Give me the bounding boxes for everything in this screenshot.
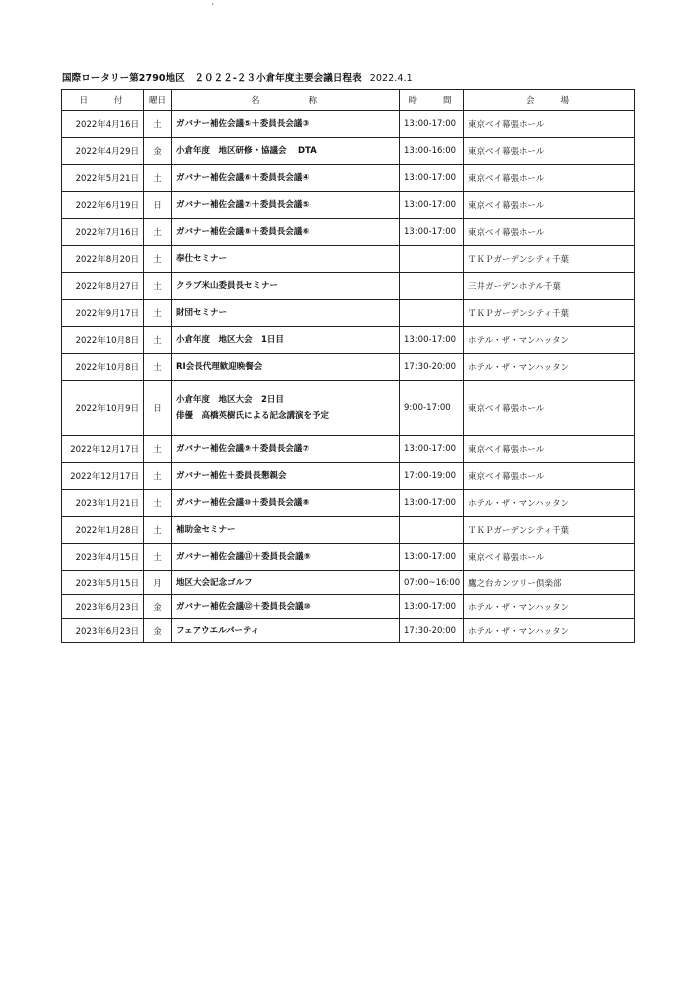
row-time: 13:00-17:00 (400, 327, 464, 354)
issue-date: 2022.4.1 (369, 73, 413, 84)
row-weekday: 月 (144, 571, 172, 595)
row-time: 17:30-20:00 (400, 354, 464, 381)
table-row (62, 246, 635, 273)
row-venue: 東京ベイ幕張ホール (464, 544, 635, 571)
row-venue: ホテル・ザ・マンハッタン (464, 327, 635, 354)
row-time: 13:00-17:00 (400, 595, 464, 619)
row-weekday: 土 (144, 436, 172, 463)
row-weekday: 金 (144, 595, 172, 619)
row-event-name (172, 517, 400, 544)
row-time: 13:00-17:00 (400, 192, 464, 219)
row-time: 13:00-17:00 (400, 490, 464, 517)
event-name-line: フェアウエルパーティ (176, 625, 260, 636)
table-row (62, 490, 635, 517)
row-time (400, 517, 464, 544)
column-header-date: 日 付 (62, 90, 144, 111)
row-weekday: 土 (144, 490, 172, 517)
event-name-line: ガバナー補佐会議⑥＋委員長会議④ (176, 173, 310, 183)
row-venue: ホテル・ザ・マンハッタン (464, 619, 635, 643)
row-time: 9:00-17:00 (400, 381, 464, 436)
row-date: 2023年6月23日 (62, 595, 144, 619)
row-event-name (172, 463, 400, 490)
row-weekday: 日 (144, 381, 172, 436)
stray-mark: ` (211, 3, 215, 12)
row-weekday: 土 (144, 165, 172, 192)
row-event-name (172, 490, 400, 517)
row-time: 13:00-17:00 (400, 544, 464, 571)
row-date: 2022年6月19日 (62, 192, 144, 219)
row-venue: ホテル・ザ・マンハッタン (464, 490, 635, 517)
table-row (62, 165, 635, 192)
row-date: 2022年4月29日 (62, 138, 144, 165)
event-name-line: ガバナー補佐＋委員長懇親会 (176, 471, 287, 481)
row-time: 17:30-20:00 (400, 619, 464, 643)
row-venue: 東京ベイ幕張ホール (464, 219, 635, 246)
row-event-name (172, 595, 400, 619)
table-row (62, 192, 635, 219)
row-date: 2022年7月16日 (62, 219, 144, 246)
row-date: 2022年5月21日 (62, 165, 144, 192)
row-weekday: 土 (144, 273, 172, 300)
table-row (62, 354, 635, 381)
row-event-name (172, 381, 400, 436)
table-row (62, 219, 635, 246)
table-row (62, 300, 635, 327)
row-weekday: 土 (144, 463, 172, 490)
row-event-name (172, 619, 400, 643)
table-row (62, 544, 635, 571)
row-weekday: 土 (144, 354, 172, 381)
schedule-table (61, 89, 635, 643)
row-event-name (172, 327, 400, 354)
row-venue: ＴＫＰガーデンシティ千葉 (464, 300, 635, 327)
row-event-name (172, 111, 400, 138)
table-row (62, 138, 635, 165)
row-date: 2022年10月8日 (62, 354, 144, 381)
row-venue: 東京ベイ幕張ホール (464, 192, 635, 219)
row-time (400, 300, 464, 327)
event-name-line: ガバナー補佐会議⑫＋委員長会議⑩ (176, 601, 311, 612)
row-weekday: 土 (144, 300, 172, 327)
row-weekday: 土 (144, 246, 172, 273)
row-time: 13:00-17:00 (400, 436, 464, 463)
event-name-line: 小倉年度 地区大会 2日目 (176, 395, 284, 405)
row-date: 2023年6月23日 (62, 619, 144, 643)
event-name-line: 地区大会記念ゴルフ (176, 577, 253, 588)
row-event-name (172, 138, 400, 165)
row-event-name (172, 165, 400, 192)
row-weekday: 金 (144, 138, 172, 165)
event-name-line: 俳優 高橋英樹氏による記念講演を予定 (176, 411, 330, 421)
row-date: 2023年1月21日 (62, 490, 144, 517)
row-weekday: 土 (144, 219, 172, 246)
column-header-name: 名 称 (172, 90, 400, 111)
row-date: 2022年9月17日 (62, 300, 144, 327)
row-venue: 三井ガーデンホテル千葉 (464, 273, 635, 300)
table-row (62, 517, 635, 544)
row-venue: 鷹之台カンツリー倶楽部 (464, 571, 635, 595)
row-event-name (172, 436, 400, 463)
row-weekday: 土 (144, 327, 172, 354)
header-row (62, 90, 635, 111)
column-header-venue: 会 場 (464, 90, 635, 111)
row-event-name (172, 544, 400, 571)
row-event-name (172, 571, 400, 595)
event-name-line: 奉仕セミナー (176, 254, 228, 264)
row-time: 07:00~16:00 (400, 571, 464, 595)
event-name-line: RI会長代理歓迎晩餐会 (176, 362, 263, 372)
row-date: 2022年4月16日 (62, 111, 144, 138)
row-event-name (172, 246, 400, 273)
row-time: 13:00-17:00 (400, 165, 464, 192)
row-date: 2022年10月8日 (62, 327, 144, 354)
row-event-name (172, 300, 400, 327)
row-venue: 東京ベイ幕張ホール (464, 138, 635, 165)
row-weekday: 土 (144, 517, 172, 544)
table-row (62, 463, 635, 490)
event-name-line: 補助金セミナー (176, 525, 236, 535)
row-weekday: 金 (144, 619, 172, 643)
row-event-name (172, 219, 400, 246)
row-date: 2023年4月15日 (62, 544, 144, 571)
row-venue: ＴＫＰガーデンシティ千葉 (464, 246, 635, 273)
event-name-line: ガバナー補佐会議⑦＋委員長会議⑤ (176, 200, 310, 210)
event-name-line: ガバナー補佐会議⑤＋委員長会議③ (176, 119, 310, 129)
row-time (400, 246, 464, 273)
row-date: 2022年12月17日 (62, 436, 144, 463)
row-date: 2022年8月20日 (62, 246, 144, 273)
table-row (62, 273, 635, 300)
row-date: 2022年12月17日 (62, 463, 144, 490)
row-venue: 東京ベイ幕張ホール (464, 111, 635, 138)
row-date: 2023年5月15日 (62, 571, 144, 595)
column-header-time: 時 間 (400, 90, 464, 111)
table-row (62, 381, 635, 436)
table-row (62, 619, 635, 643)
event-name-line: 小倉年度 地区大会 1日目 (176, 335, 284, 345)
row-venue: ホテル・ザ・マンハッタン (464, 354, 635, 381)
event-name-line: ガバナー補佐会議⑨＋委員長会議⑦ (176, 444, 310, 454)
event-name-line: クラブ米山委員長セミナー (176, 281, 279, 291)
row-time: 13:00-16:00 (400, 138, 464, 165)
row-venue: ＴＫＰガーデンシティ千葉 (464, 517, 635, 544)
event-name-line: 小倉年度 地区研修・協議会 DTA (176, 146, 317, 156)
title-text: 国際ロータリー第2790地区 ２０２２-２３小倉年度主要会議日程表 (62, 73, 362, 84)
row-event-name (172, 354, 400, 381)
row-time: 13:00-17:00 (400, 111, 464, 138)
row-event-name (172, 192, 400, 219)
row-venue: 東京ベイ幕張ホール (464, 436, 635, 463)
row-event-name (172, 273, 400, 300)
table-row (62, 595, 635, 619)
row-time: 13:00-17:00 (400, 219, 464, 246)
event-name-line: ガバナー補佐会議⑩＋委員長会議⑧ (176, 498, 310, 508)
row-venue: ホテル・ザ・マンハッタン (464, 595, 635, 619)
row-date: 2022年1月28日 (62, 517, 144, 544)
row-time: 17:00-19:00 (400, 463, 464, 490)
event-name-line: 財団セミナー (176, 308, 228, 318)
table-row (62, 111, 635, 138)
row-weekday: 土 (144, 111, 172, 138)
event-name-line: ガバナー補佐会議⑪＋委員長会議⑨ (176, 552, 311, 562)
row-weekday: 土 (144, 544, 172, 571)
table-row (62, 436, 635, 463)
row-venue: 東京ベイ幕張ホール (464, 381, 635, 436)
event-name-line: ガバナー補佐会議⑧＋委員長会議⑥ (176, 227, 310, 237)
row-weekday: 日 (144, 192, 172, 219)
table-row (62, 327, 635, 354)
table-row (62, 571, 635, 595)
row-date: 2022年8月27日 (62, 273, 144, 300)
row-time (400, 273, 464, 300)
document-title (62, 70, 413, 84)
row-venue: 東京ベイ幕張ホール (464, 463, 635, 490)
row-venue: 東京ベイ幕張ホール (464, 165, 635, 192)
row-date: 2022年10月9日 (62, 381, 144, 436)
table-body (62, 111, 635, 643)
column-header-day: 曜日 (144, 90, 172, 111)
